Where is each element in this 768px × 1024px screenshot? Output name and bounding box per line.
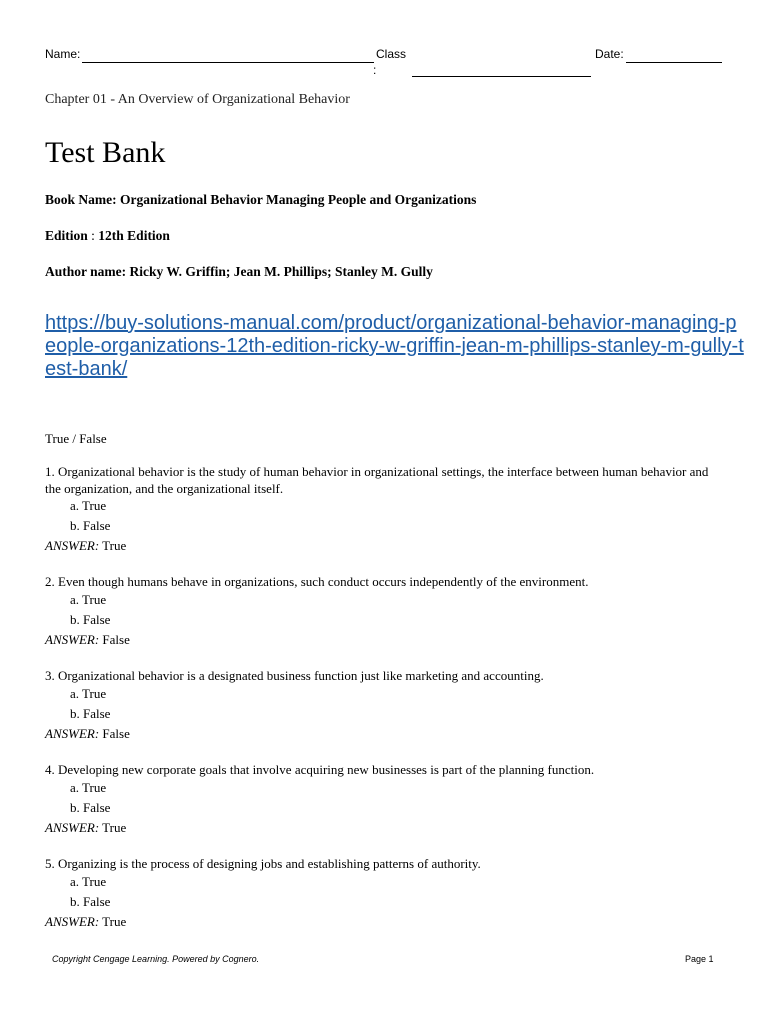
question-1-option-a[interactable]: a. True <box>70 498 107 513</box>
answer-value: False <box>102 632 130 647</box>
question-4-text: 4. Developing new corporate goals that involve acquiring new businesses is part of the planning function. <box>45 762 595 777</box>
section-heading: True / False <box>45 431 107 446</box>
question-4-option-a[interactable]: a. True <box>70 780 107 795</box>
edition-label: Edition <box>45 228 88 243</box>
page-number: Page 1 <box>685 954 714 964</box>
answer-label: ANSWER: <box>45 914 100 929</box>
product-link[interactable]: https://buy-solutions-manual.com/product/organizational-behavior-managing-people-organizations-12th-edition-ricky-w-griffin-jean-m-phillips-stanley-m-gully-test-bank/ <box>45 312 744 380</box>
answer-value: True <box>102 914 127 929</box>
page-title: Test Bank <box>45 136 166 169</box>
question-4-answer <box>45 820 126 836</box>
question-2-text: 2. Even though humans behave in organizations, such conduct occurs independently of the environment. <box>45 574 589 589</box>
edition-value: 12th Edition <box>98 228 170 243</box>
answer-label: ANSWER: <box>45 820 100 835</box>
answer-value: True <box>102 538 127 553</box>
class-colon: : <box>373 63 377 77</box>
question-2-option-a[interactable]: a. True <box>70 592 107 607</box>
answer-label: ANSWER: <box>45 632 100 647</box>
book-name-label: Book Name: <box>45 192 117 207</box>
question-3-answer <box>45 726 130 742</box>
class-label: Class <box>376 47 407 61</box>
question-3-option-a[interactable]: a. True <box>70 686 107 701</box>
name-blank <box>82 62 374 63</box>
question-2-answer <box>45 632 130 648</box>
question-5-option-b[interactable]: b. False <box>70 894 111 909</box>
date-blank <box>626 62 722 63</box>
answer-value: False <box>102 726 130 741</box>
question-3-text: 3. Organizational behavior is a designated business function just like marketing and accounting. <box>45 668 544 683</box>
question-3-option-b[interactable]: b. False <box>70 706 111 721</box>
answer-value: True <box>102 820 127 835</box>
question-2-option-b[interactable]: b. False <box>70 612 111 627</box>
answer-label: ANSWER: <box>45 726 100 741</box>
author <box>45 264 433 280</box>
question-4-option-b[interactable]: b. False <box>70 800 111 815</box>
author-value: Ricky W. Griffin; Jean M. Phillips; Stanley M. Gully <box>129 264 433 279</box>
class-blank <box>412 76 591 77</box>
footer-copyright: Copyright Cengage Learning. Powered by Cognero. <box>52 954 260 964</box>
question-5-answer <box>45 914 126 930</box>
question-1-answer <box>45 538 126 554</box>
date-label: Date: <box>595 47 624 61</box>
question-1-text: 1. Organizational behavior is the study of human behavior in organizational settings, the interface between human behavior and the organization, and the organizational itself. <box>45 464 709 496</box>
chapter-title: Chapter 01 - An Overview of Organizational Behavior <box>45 92 350 107</box>
name-label: Name: <box>45 47 81 61</box>
question-5-option-a[interactable]: a. True <box>70 874 107 889</box>
author-label: Author name: <box>45 264 127 279</box>
question-5-text: 5. Organizing is the process of designing jobs and establishing patterns of authority. <box>45 856 481 871</box>
book-name <box>45 192 476 208</box>
question-1-option-b[interactable]: b. False <box>70 518 111 533</box>
answer-label: ANSWER: <box>45 538 100 553</box>
book-name-value: Organizational Behavior Managing People and Organizations <box>120 192 477 207</box>
edition <box>45 228 170 244</box>
edition-sep: : <box>91 228 95 243</box>
